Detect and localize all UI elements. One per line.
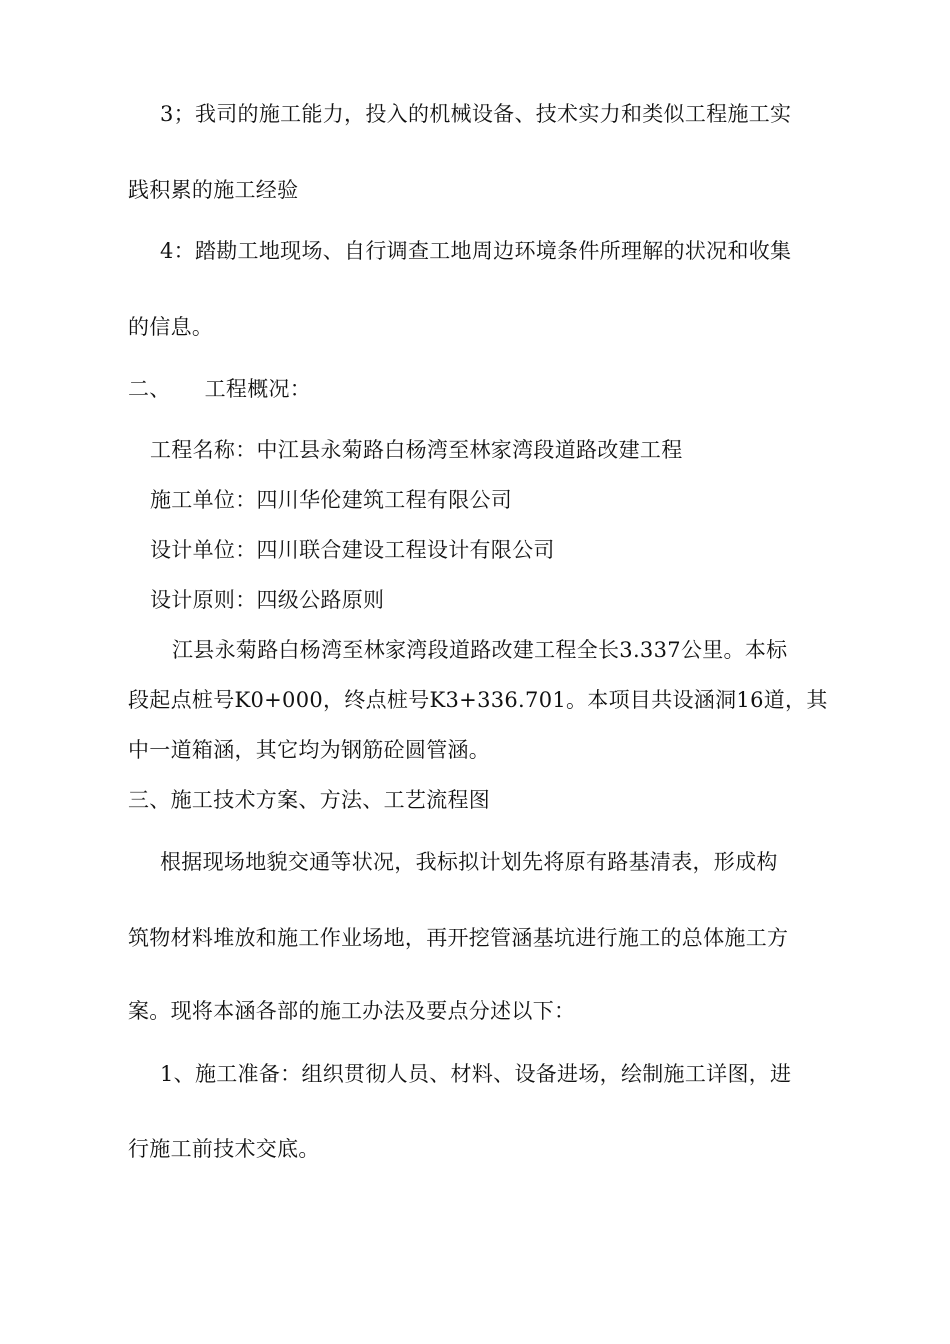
- item4-line2: 的信息。: [128, 315, 214, 339]
- section3-heading: 三、施工技术方案、方法、工艺流程图: [128, 788, 491, 812]
- section2-number: 二、: [128, 377, 171, 401]
- item4-line1: 4：踏勘工地现场、自行调查工地周边环境条件所理解的状况和收集: [160, 239, 792, 263]
- plan-line1: 根据现场地貌交通等状况，我标拟计划先将原有路基清表，形成构: [160, 850, 778, 874]
- overview-line1: 江县永菊路白杨湾至林家湾段道路改建工程全长3.337公里。本标: [172, 638, 788, 662]
- section2-title: 工程概况：: [204, 377, 312, 401]
- project-design-principle: 设计原则：四级公路原则: [150, 588, 385, 612]
- project-designer: 设计单位：四川联合建设工程设计有限公司: [150, 538, 555, 562]
- step1-line1: 1、施工准备：组织贯彻人员、材料、设备进场，绘制施工详图，进: [160, 1062, 792, 1086]
- item3-line1: 3；我司的施工能力，投入的机械设备、技术实力和类似工程施工实: [160, 102, 792, 126]
- overview-line3: 中一道箱涵，其它均为钢筋砼圆管涵。: [128, 738, 491, 762]
- item3-line2: 践积累的施工经验: [128, 178, 299, 202]
- project-contractor: 施工单位：四川华伦建筑工程有限公司: [150, 488, 513, 512]
- plan-line3: 案。现将本涵各部的施工办法及要点分述以下：: [128, 999, 576, 1023]
- section2-heading: [128, 375, 311, 403]
- step1-line2: 行施工前技术交底。: [128, 1137, 320, 1161]
- overview-line2: 段起点桩号K0+000，终点桩号K3+336.701。本项目共设涵洞16道，其: [128, 688, 828, 712]
- project-name: 工程名称：中江县永菊路白杨湾至林家湾段道路改建工程: [150, 438, 683, 462]
- plan-line2: 筑物材料堆放和施工作业场地，再开挖管涵基坑进行施工的总体施工方: [128, 926, 789, 950]
